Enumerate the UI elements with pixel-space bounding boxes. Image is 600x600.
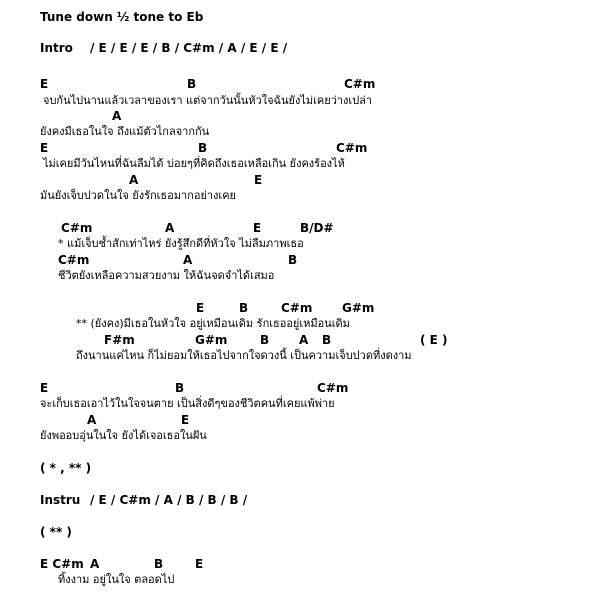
chord: B: [288, 253, 298, 267]
chord: C#m: [281, 301, 313, 315]
chord: C#m: [61, 221, 93, 235]
repeat-marker: ( ** ): [40, 525, 72, 539]
tuning-note: Tune down ½ tone to Eb: [40, 10, 204, 24]
lyric-line: ยังพออบอุ่นในใจ ยังได้เจอเธอในฝัน: [40, 429, 207, 442]
chord: C#m: [344, 77, 376, 91]
chord: B/D#: [300, 221, 334, 235]
repeat-marker: ( * , ** ): [40, 461, 92, 475]
chord: B: [260, 333, 270, 347]
chord: A: [129, 173, 139, 187]
chord: A: [112, 109, 122, 123]
chord: G#m: [342, 301, 375, 315]
chord: E: [40, 381, 49, 395]
lyric-line: ** (ยังคง)มีเธอในหัวใจ อยู่เหมือนเดิม รักเธออยู่เหมือนเดิม: [76, 317, 350, 330]
chord: C#m: [58, 253, 90, 267]
lyric-line: จะเก็บเธอเอาไว้ในใจจนตาย เป็นสิ่งดีๆของชีวิตคนที่เคยแพ้พ่าย: [40, 397, 335, 410]
chord: E: [40, 77, 49, 91]
chord: E: [196, 301, 205, 315]
chord: A: [165, 221, 175, 235]
chord: G#m: [195, 333, 228, 347]
lyric-line: ไม่เคยมีวันไหนที่ฉันลืมได้ บ่อยๆที่คิดถึงเธอเหลือเกิน ยังคงร้องไห้: [43, 157, 345, 170]
chord: E: [253, 221, 262, 235]
chord: A: [87, 413, 97, 427]
chord: B: [239, 301, 249, 315]
chord: A: [183, 253, 193, 267]
lyric-line: ถึงนานแค่ไหน ก็ไม่ยอมให้เธอไปจากใจดวงนี้ เป็นความเจ็บปวดที่งดงาม: [76, 349, 412, 362]
chord: E: [195, 557, 204, 571]
lyric-line: * แม้เจ็บช้ำสักเท่าไหร่ ยังรู้สึกดีที่หัวใจ ไม่ลืมภาพเธอ: [58, 237, 304, 250]
chord: ( E ): [420, 333, 448, 347]
lyric-line: มันยังเจ็บปวดในใจ ยังรักเธอมากอย่างเคย: [40, 189, 236, 202]
lyric-line: ยังคงมีเธอในใจ ถึงแม้ตัวไกลจากกัน: [40, 125, 210, 138]
chord: F#m: [104, 333, 135, 347]
chord: B: [175, 381, 185, 395]
intro-chords: / E / E / E / B / C#m / A / E / E /: [90, 41, 288, 55]
instru-chords: / E / C#m / A / B / B / B /: [90, 493, 248, 507]
chord: B: [187, 77, 197, 91]
lyric-line: ชีวิตยังเหลือความสวยงาม ให้ฉันจดจำได้เสมอ: [58, 269, 275, 282]
lyric-line: ทิ้งงาม อยู่ในใจ ตลอดไป: [58, 573, 175, 586]
chord: A: [299, 333, 309, 347]
chord: C#m: [336, 141, 368, 155]
chord: E C#m: [40, 557, 84, 571]
chord: E: [254, 173, 263, 187]
chord: B: [198, 141, 208, 155]
intro-label: Intro: [40, 41, 73, 55]
chord: A: [90, 557, 100, 571]
chord: E: [181, 413, 190, 427]
chord: E: [40, 141, 49, 155]
chord: C#m: [317, 381, 349, 395]
lyric-line: จบกันไปนานแล้วเวลาของเรา แต่จากวันนั้นหัวใจฉันยังไม่เคยว่างเปล่า: [43, 94, 373, 107]
chord: B: [154, 557, 164, 571]
instru-label: Instru: [40, 493, 81, 507]
chord: B: [322, 333, 332, 347]
